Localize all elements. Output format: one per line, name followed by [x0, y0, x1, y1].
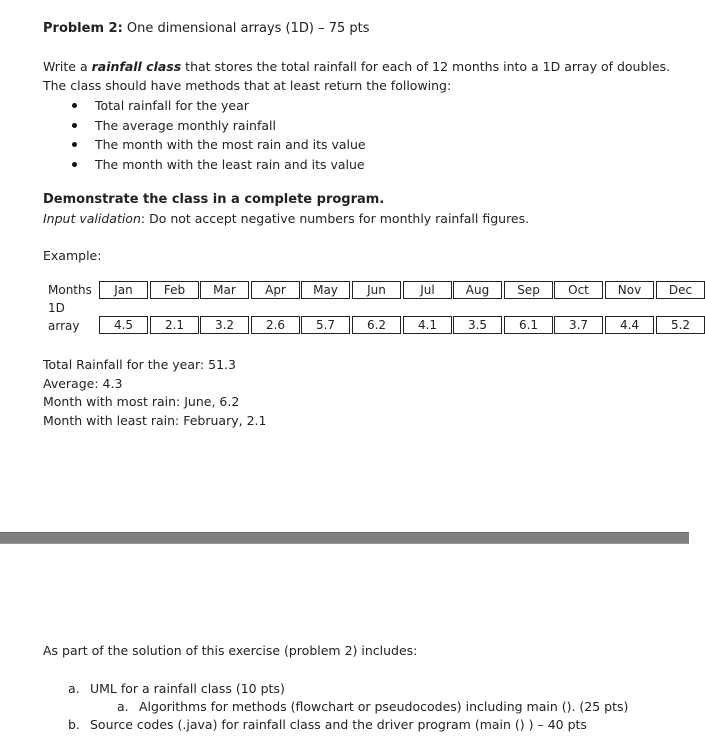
- problem-title-rest: One dimensional arrays (1D) – 75 pts: [122, 21, 370, 36]
- bullet-icon: [72, 103, 77, 108]
- solution-intro: As part of the solution of this exercise (problem 2) includes:: [43, 643, 418, 658]
- rainfall-class-emphasis: rainfall class: [91, 59, 182, 74]
- intro-line-1: [43, 58, 670, 77]
- solution-item-a-label: a.: [68, 681, 80, 696]
- list-item: [72, 155, 366, 175]
- intro-text-pre: Write a: [43, 59, 92, 74]
- solution-item-a-text: UML for a rainfall class (10 pts): [90, 681, 285, 696]
- bullet-text: Total rainfall for the year: [95, 98, 249, 113]
- solution-item-a: [68, 681, 285, 696]
- rainfall-value-cell: 3.2: [200, 316, 249, 334]
- demo-heading: Demonstrate the class in a complete program.: [43, 192, 385, 207]
- rainfall-value-cell: 4.5: [99, 316, 148, 334]
- rainfall-value-cell: 3.7: [554, 316, 603, 334]
- month-cell: Jan: [99, 281, 148, 299]
- list-item: [72, 135, 366, 155]
- month-cell: Mar: [200, 281, 249, 299]
- solution-subitem-a: [117, 699, 628, 714]
- rainfall-value-cell: 5.2: [656, 316, 705, 334]
- month-cell: Sep: [504, 281, 553, 299]
- rainfall-value-cell: 2.1: [150, 316, 199, 334]
- example-label: Example:: [43, 248, 102, 263]
- array-row-label-1d: 1D: [48, 301, 65, 315]
- month-cell: Feb: [150, 281, 199, 299]
- solution-item-b: [68, 717, 587, 732]
- problem-heading: Problem 2:: [43, 21, 123, 36]
- bullet-text: The month with the least rain and its value: [95, 156, 365, 172]
- list-item: [72, 116, 366, 136]
- rainfall-value-cell: 5.7: [301, 316, 350, 334]
- bullet-icon: [72, 162, 77, 167]
- month-cell: Nov: [605, 281, 654, 299]
- month-cell: May: [301, 281, 350, 299]
- average-line: Average: 4.3: [43, 375, 123, 391]
- example-output: [43, 356, 266, 430]
- rainfall-value-cell: 2.6: [251, 316, 300, 334]
- array-row-label-array: array: [48, 319, 80, 333]
- month-cell: Dec: [656, 281, 705, 299]
- list-item: [72, 96, 366, 116]
- least-rain-line: Month with least rain: February, 2.1: [43, 412, 267, 428]
- input-validation-label: Input validation: [43, 211, 141, 226]
- month-cell: Jun: [352, 281, 401, 299]
- intro-paragraph: [43, 58, 670, 95]
- input-validation: [43, 211, 529, 226]
- months-row-label: Months: [48, 283, 92, 297]
- solution-item-b-label: b.: [68, 717, 80, 732]
- solution-subitem-a-label: a.: [117, 699, 129, 714]
- month-cell: Aug: [453, 281, 502, 299]
- intro-text-post: that stores the total rainfall for each of 12 months into a 1D array of doubles.: [181, 59, 671, 74]
- requirements-list: [72, 96, 366, 174]
- month-cell: Oct: [554, 281, 603, 299]
- total-rainfall-line: Total Rainfall for the year: 51.3: [43, 357, 236, 372]
- bullet-text: The month with the most rain and its value: [95, 137, 366, 153]
- month-cell: Jul: [403, 281, 452, 299]
- solution-subitem-a-text: Algorithms for methods (flowchart or pseudocodes) including main (). (25 pts): [139, 699, 629, 714]
- page-divider: [0, 532, 689, 544]
- most-rain-line: Month with most rain: June, 6.2: [43, 394, 240, 410]
- intro-line-2: The class should have methods that at least return the following:: [43, 77, 452, 93]
- rainfall-value-cell: 6.1: [504, 316, 553, 334]
- bullet-icon: [72, 123, 77, 128]
- rainfall-value-cell: 4.1: [403, 316, 452, 334]
- rainfall-value-cell: 4.4: [605, 316, 654, 334]
- rainfall-value-cell: 6.2: [352, 316, 401, 334]
- problem-title: [43, 21, 370, 36]
- bullet-text: The average monthly rainfall: [95, 117, 276, 133]
- solution-item-b-text: Source codes (.java) for rainfall class and the driver program (main () ) – 40 pts: [90, 717, 587, 732]
- bullet-icon: [72, 142, 77, 147]
- rainfall-value-cell: 3.5: [453, 316, 502, 334]
- input-validation-text: : Do not accept negative numbers for monthly rainfall figures.: [140, 211, 530, 226]
- month-cell: Apr: [251, 281, 300, 299]
